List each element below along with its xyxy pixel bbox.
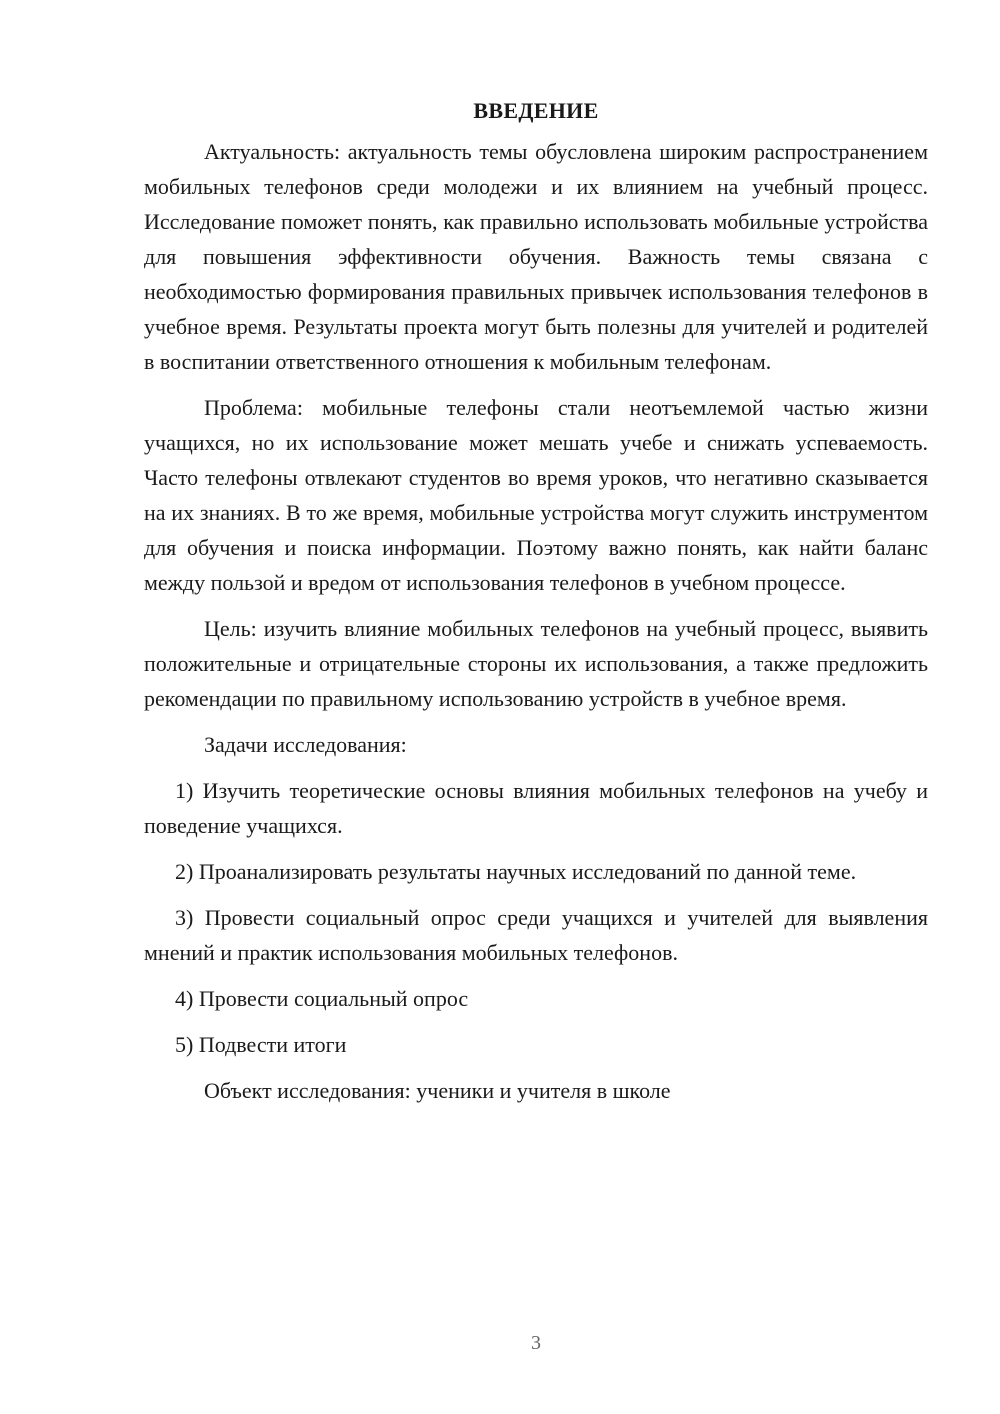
task-item: 4) Провести социальный опрос: [175, 986, 469, 1011]
relevance-paragraph: Актуальность: актуальность темы обусловлена широким распространением мобильных телефонов среди молодежи и их влиянием на учебный процесс. Исследование поможет понять, как правильно использовать мобильные устройства для повышения эффективности обучения. Важность темы связана с необходимостью формирования правильных привычек использования телефонов в учебное время. Результаты проекта могут быть полезны для учителей и родителей в воспитании ответственного отношения к мобильным телефонам.: [144, 139, 928, 374]
task-item: 1) Изучить теоретические основы влияния мобильных телефонов на учебу и поведение учащихся.: [144, 778, 928, 838]
tasks-heading: Задачи исследования:: [204, 732, 407, 757]
task-item: 2) Проанализировать результаты научных исследований по данной теме.: [175, 859, 857, 884]
section-heading: ВВЕДЕНИЕ: [473, 98, 599, 123]
document-page: [144, 96, 928, 1119]
task-item: 3) Провести социальный опрос среди учащихся и учителей для выявления мнений и практик использования мобильных телефонов.: [144, 905, 928, 965]
task-item: 5) Подвести итоги: [175, 1032, 347, 1057]
page-number: 3: [531, 1332, 541, 1354]
problem-paragraph: Проблема: мобильные телефоны стали неотъемлемой частью жизни учащихся, но их использование может мешать учебе и снижать успеваемость. Часто телефоны отвлекают студентов во время уроков, что негативно сказывается на их знаниях. В то же время, мобильные устройства могут служить инструментом для обучения и поиска информации. Поэтому важно понять, как найти баланс между пользой и вредом от использования телефонов в учебном процессе.: [144, 395, 928, 595]
research-object-paragraph: Объект исследования: ученики и учителя в школе: [204, 1078, 671, 1103]
goal-paragraph: Цель: изучить влияние мобильных телефонов на учебный процесс, выявить положительные и отрицательные стороны их использования, а также предложить рекомендации по правильному использованию устройств в учебное время.: [144, 616, 928, 711]
